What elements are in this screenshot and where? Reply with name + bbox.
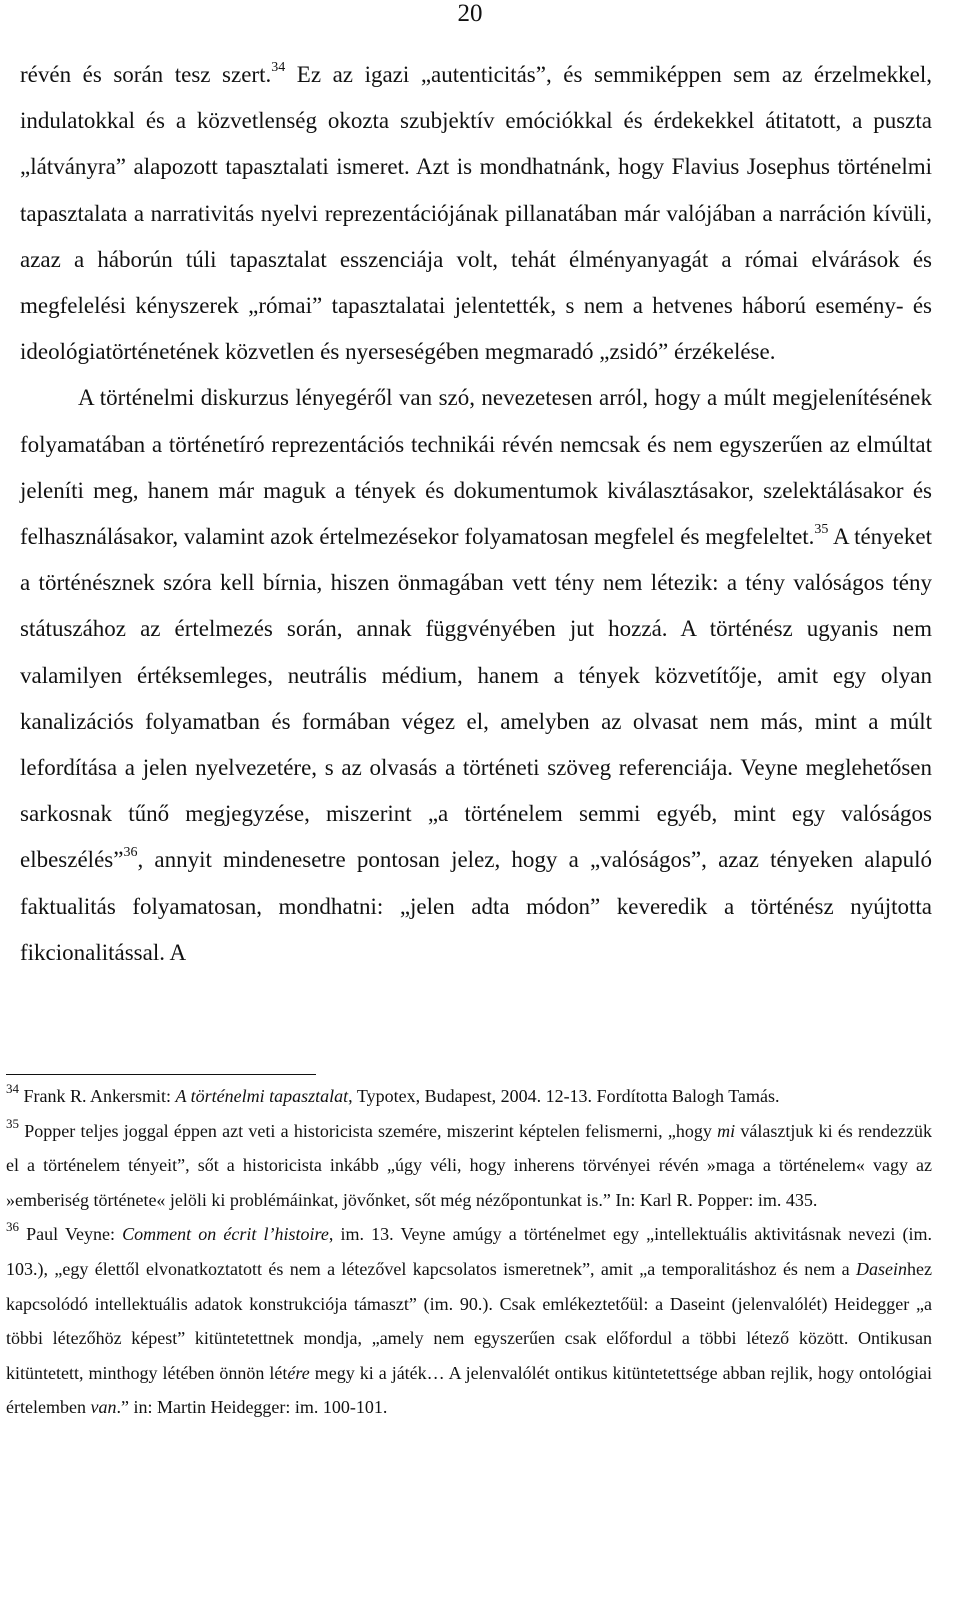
book-title: A történelmi tapasztalat (175, 1086, 349, 1106)
footnote-ref-36: 36 (123, 845, 138, 861)
paragraph-2 (20, 375, 932, 976)
footnote-text: hez kapcsolódó intellektuális adatok konstrukciója támaszt” (im. 90.). Csak emlékeztetőül: a Daseint (jelenvalólét) Heidegger „a többi létezőhöz képest” kitüntetettnek mondja, „amely nem egyszerűen csak előfordul a többi létező között. Ontikusan kitüntetett, minthogy létében önnön lét (6, 1258, 932, 1383)
paragraph-2-text-a: A történelmi diskurzus lényegéről van szó, nevezetesen arról, hogy a múlt megjelenítésének folyamatában a történetíró reprezentációs technikái révén nemcsak és nem egyszerűen az elmúltat jeleníti meg, hanem már maguk a tények és dokumentumok kiválasztásakor, szelektálásakor és felhasználásakor, valamint azok értelmezésekor folyamatosan megfelel és megfeleltet. (20, 385, 932, 550)
footnote-text: Popper teljes joggal éppen azt veti a historicista szemére, miszerint képtelen felismerni, „hogy (19, 1120, 718, 1141)
paragraph-1 (20, 52, 932, 375)
footnote-text: megy ki a játék… A jelenvalólét ontikus kitüntetettsége abban rejlik, hogy ontológiai értelemben (6, 1362, 933, 1418)
footnote-ref-35: 35 (814, 522, 829, 538)
footnote-text: választjuk ki és rendezzük el a történelem tényeit”, sőt a historicista inkább „úgy véli, hogy inherens törvényei révén »maga a történelem« vagy az »emberiség története« jelöli ki problémáinkat, jövőnket, sőt még nézőpontunkat is.” In: Karl R. Popper: im. 435. (6, 1120, 933, 1210)
page-number: 20 (457, 0, 483, 27)
footnote-ref-34: 34 (271, 60, 286, 75)
footnote-text: , im. 13. Veyne amúgy a történelmet egy „intellektuális aktivitásnak nevezi (im. 103.), „egy élettől elvonatkoztatott és nem a létezővel kapcsolatos ismeretnek”, amit „a temporalitáshoz és nem a (6, 1224, 932, 1279)
footnote-text: .” in: Martin Heidegger: im. 100-101. (116, 1397, 388, 1418)
emphasis: mi (717, 1120, 736, 1141)
footnotes (6, 1079, 932, 1425)
footnote-35 (6, 1114, 932, 1218)
emphasis: Dasein (856, 1258, 908, 1279)
paragraph-1-text-b: Ez az igazi „autenticitás”, és semmiképpen sem az érzelmekkel, indulatokkal és a közvetlenség okozta szubjektív emóciókkal és érdekekkel átitatott, a puszta „látványra” alapozott tapasztalati ismeret. Azt is mondhatnánk, hogy Flavius Josephus történelmi tapasztalata a narrativitás nyelvi reprezentációjának pillanatában már valójában a narráción kívüli, azaz a háborún túli tapasztalat esszenciája volt, tehát élményanyagát a római elvárások és megfelelési kényszerek „római” tapasztalatai jelentették, s nem a hetvenes háború esemény- és ideológiatörténetének közvetlen és nyerseségében megmaradó „zsidó” érzékelése. (20, 62, 932, 365)
paragraph-2-text-b: A tényeket a történésznek szóra kell bírnia, hiszen önmagában vett tény nem létezik: a tény valóságos tény státuszához az értelmezés során, annak függvényében jut hozzá. A történész ugyanis nem valamilyen értéksemleges, neutrális médium, hanem a tények közvetítője, amit egy olyan kanalizációs folyamatban és formában végez el, amelyben az olvasat nem más, mint a múlt lefordítása a jelen nyelvezetére, s az olvasás a történeti szöveg referenciája. Veyne meglehetősen sarkosnak tűnő megjegyzése, miszerint „a történelem semmi egyéb, mint egy valóságos elbeszélés” (20, 524, 932, 873)
emphasis: van (90, 1397, 117, 1418)
footnote-text: , Typotex, Budapest, 2004. 12-13. Fordította Balogh Tamás. (348, 1086, 780, 1106)
paragraph-2-text-c: , annyit mindenesetre pontosan jelez, hogy a „valóságos”, azaz tényeken alapuló faktualitás folyamatosan, mondhatni: „jelen adta módon” keveredik a történész nyújtotta fikcionalitással. A (20, 847, 932, 965)
footnote-text: Paul Veyne: (19, 1224, 123, 1245)
footnote-number: 34 (6, 1081, 19, 1096)
footnote-text: Frank R. Ankersmit: (19, 1086, 176, 1106)
book-title: Comment on écrit l’histoire (122, 1224, 329, 1245)
body-text (20, 52, 932, 976)
footnote-36 (6, 1217, 932, 1425)
footnote-number: 36 (6, 1219, 19, 1235)
emphasis: ére (287, 1362, 310, 1383)
footnote-separator (6, 1074, 316, 1075)
footnote-number: 35 (6, 1115, 19, 1131)
paragraph-1-text-a: révén és során tesz szert. (20, 62, 272, 87)
footnote-34 (6, 1079, 932, 1114)
